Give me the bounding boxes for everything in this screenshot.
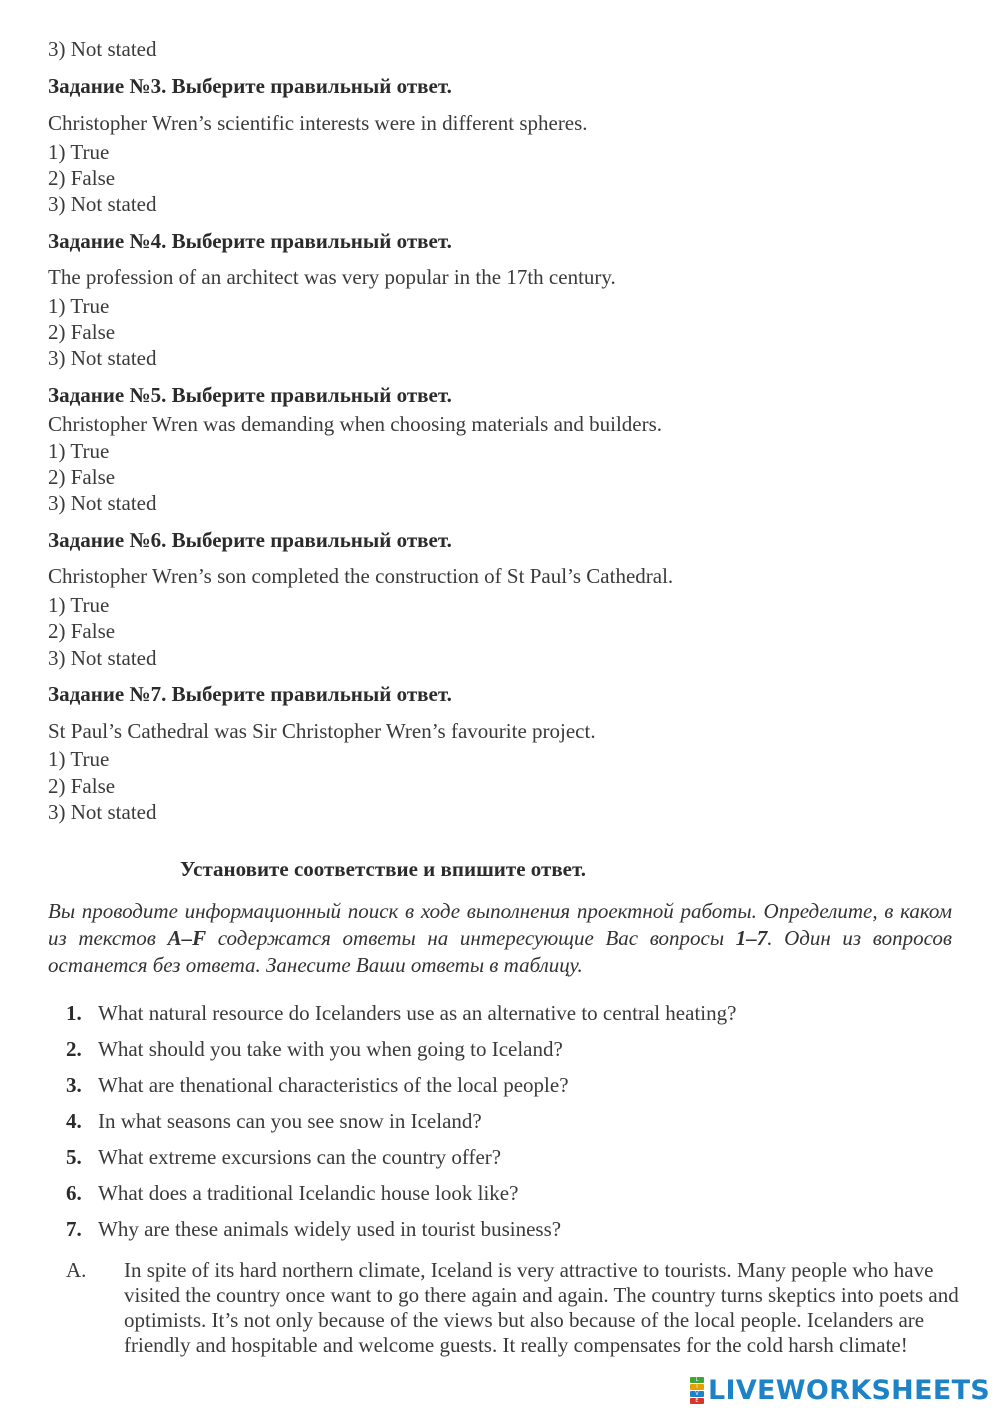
question-item <box>66 1180 518 1206</box>
text-a <box>66 1258 966 1358</box>
instruction-part-3: . Один из вопросов останется без ответа. Занесите Ваши ответы в таблицу. <box>48 926 953 977</box>
task7-statement: St Paul’s Cathedral was Sir Christopher Wren’s favourite project. <box>48 719 596 743</box>
instruction-questions-range: 1–7 <box>735 926 768 950</box>
matching-instruction <box>48 898 952 979</box>
task3-option-1[interactable]: 1) True <box>48 140 110 164</box>
task6-option-3[interactable]: 3) Not stated <box>48 646 157 670</box>
task7-option-3[interactable]: 3) Not stated <box>48 800 157 824</box>
question-text: What natural resource do Icelanders use as an alternative to central heating? <box>98 1001 737 1025</box>
task2-option-3: 3) Not stated <box>48 37 157 61</box>
task6-statement: Christopher Wren’s son completed the construction of St Paul’s Cathedral. <box>48 564 674 588</box>
question-number: 1. <box>66 1001 82 1025</box>
logo-text: LIVEWORKSHEETS <box>708 1374 991 1406</box>
task4-heading: Задание №4. Выберите правильный ответ. <box>48 229 452 253</box>
task7-option-2[interactable]: 2) False <box>48 774 116 798</box>
task7-option-1[interactable]: 1) True <box>48 747 110 771</box>
question-item <box>66 1216 561 1242</box>
task5-option-3[interactable]: 3) Not stated <box>48 491 157 515</box>
question-item <box>66 1036 563 1062</box>
question-text: In what seasons can you see snow in Iceland? <box>98 1109 482 1133</box>
text-a-letter: A. <box>66 1258 87 1282</box>
question-number: 4. <box>66 1109 82 1133</box>
live-badge-icon <box>690 1377 704 1404</box>
task3-option-2[interactable]: 2) False <box>48 166 116 190</box>
task3-statement: Christopher Wren’s scientific interests were in different spheres. <box>48 111 588 135</box>
task4-statement: The profession of an architect was very popular in the 17th century. <box>48 265 616 289</box>
task3-heading: Задание №3. Выберите правильный ответ. <box>48 74 452 98</box>
task6-option-1[interactable]: 1) True <box>48 593 110 617</box>
badge-letter: V <box>690 1391 704 1397</box>
question-item <box>66 1144 501 1170</box>
task5-heading: Задание №5. Выберите правильный ответ. <box>48 383 452 407</box>
instruction-texts-range: A–F <box>167 926 207 950</box>
text-a-body: In spite of its hard northern climate, Iceland is very attractive to tourists. Many people who have visited the country once want to go there again and again. The country turns skeptics into poets and optimists. It’s not only because of the views but also because of the local people. Icelanders are friendly and hospitable and welcome guests. It really compensates for the cold harsh climate! <box>124 1258 959 1357</box>
matching-title: Установите соответствие и впишите ответ. <box>180 857 586 881</box>
question-number: 2. <box>66 1037 82 1061</box>
question-text: What should you take with you when going to Iceland? <box>98 1037 563 1061</box>
question-text: What are thenational characteristics of the local people? <box>98 1073 569 1097</box>
task7-heading: Задание №7. Выберите правильный ответ. <box>48 682 452 706</box>
task4-option-1[interactable]: 1) True <box>48 294 110 318</box>
question-item <box>66 1000 736 1026</box>
task3-option-3[interactable]: 3) Not stated <box>48 192 157 216</box>
task4-option-3[interactable]: 3) Not stated <box>48 346 157 370</box>
question-text: What does a traditional Icelandic house look like? <box>98 1181 519 1205</box>
task6-heading: Задание №6. Выберите правильный ответ. <box>48 528 452 552</box>
question-number: 6. <box>66 1181 82 1205</box>
task5-statement: Christopher Wren was demanding when choosing materials and builders. <box>48 412 663 436</box>
question-item <box>66 1072 569 1098</box>
question-number: 7. <box>66 1217 82 1241</box>
task4-option-2[interactable]: 2) False <box>48 320 116 344</box>
task6-option-2[interactable]: 2) False <box>48 619 116 643</box>
liveworksheets-logo <box>690 1373 990 1407</box>
question-item <box>66 1108 482 1134</box>
task5-option-2[interactable]: 2) False <box>48 465 116 489</box>
question-text: Why are these animals widely used in tourist business? <box>98 1217 562 1241</box>
badge-letter: E <box>690 1398 704 1404</box>
instruction-part-1: Вы проводите информационный поиск в ходе выполнения проектной работы. Определите, в каком из текстов <box>48 899 952 950</box>
question-number: 5. <box>66 1145 82 1169</box>
badge-letter: L <box>690 1377 704 1383</box>
instruction-part-2: содержатся ответы на интересующие Вас вопросы <box>206 926 736 950</box>
badge-letter: I <box>690 1384 704 1390</box>
question-number: 3. <box>66 1073 82 1097</box>
task5-option-1[interactable]: 1) True <box>48 439 110 463</box>
question-text: What extreme excursions can the country offer? <box>98 1145 502 1169</box>
